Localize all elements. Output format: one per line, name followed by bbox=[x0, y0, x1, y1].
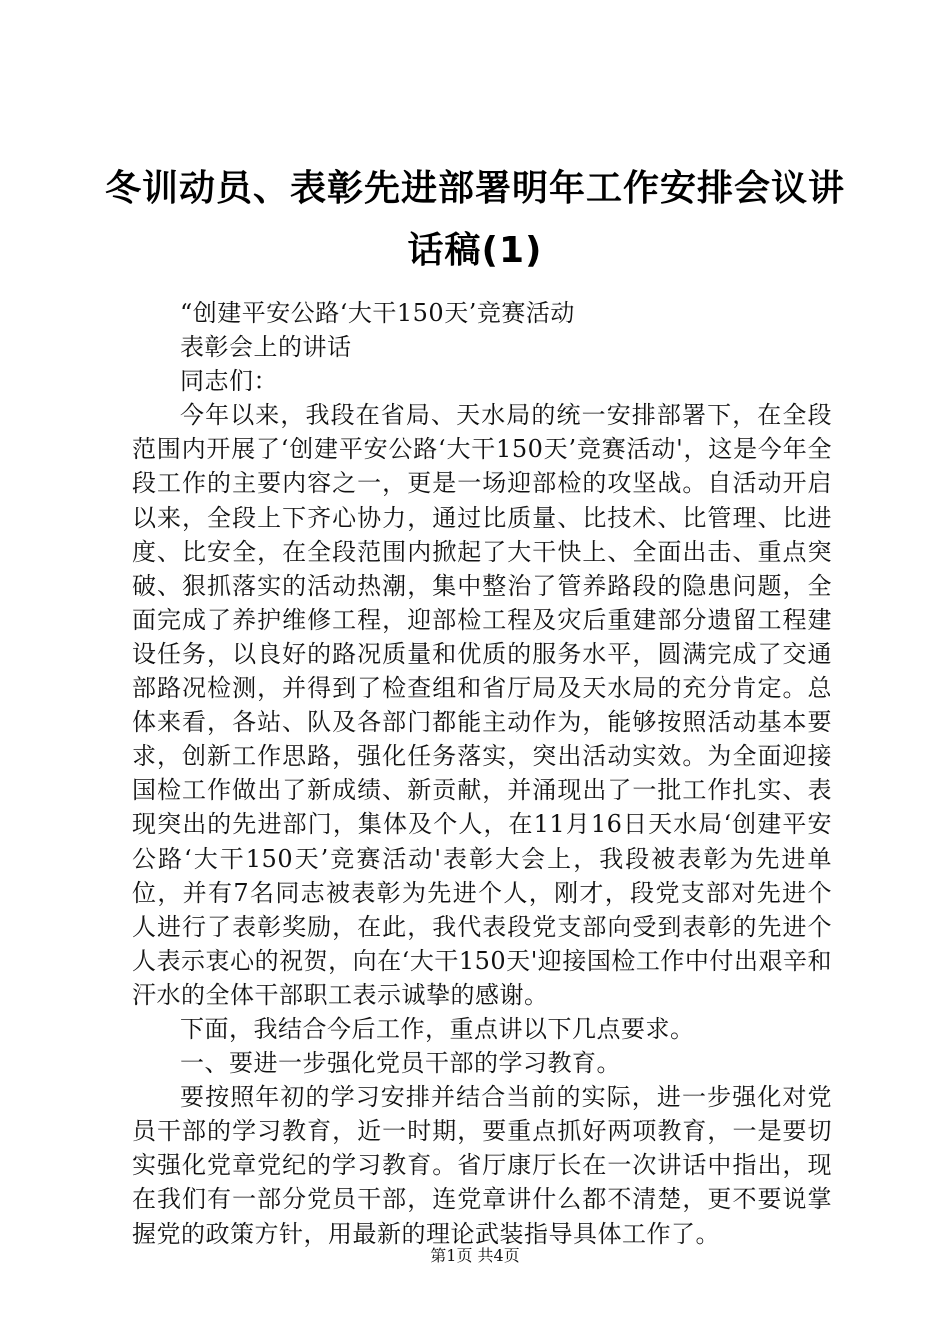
document-title-line1: 冬训动员、表彰先进部署明年工作安排会议讲 bbox=[104, 168, 845, 209]
paragraph-body: 要按照年初的学习安排并结合当前的实际，进一步强化对党员干部的学习教育，近一时期，要重点抓好两项教育，一是要切实强化党章党纪的学习教育。省厅康厅长在一次讲话中指出，现在我们有一部分党员干部，连党章讲什么都不清楚，更不要说掌握党的政策方针，用最新的理论武装指导具体工作了。 bbox=[132, 1083, 832, 1248]
paragraph-subtitle-2: 表彰会上的讲话 bbox=[180, 333, 352, 362]
paragraph-body: 下面，我结合今后工作，重点讲以下几点要求。 bbox=[180, 1014, 695, 1043]
paragraph-body: 今年以来，我段在省局、天水局的统一安排部署下，在全段范围内开展了‘创建平安公路‘大干150天’竞赛活动'，这是今年全段工作的主要内容之一，更是一场迎部检的攻坚战。自活动开启以来，全段上下齐心协力，通过比质量、比技术、比管理、比进度、比安全，在全段范围内掀起了大干快上、全面出击、重点突破、狠抓落实的活动热潮，集中整治了管养路段的隐患问题，全面完成了养护维修工程，迎部检工程及灾后重建部分遗留工程建设任务，以良好的路况质量和优质的服务水平，圆满完成了交通部路况检测，并得到了检查组和省厅局及天水局的充分肯定。总体来看，各站、队及各部门都能主动作为，能够按照活动基本要求，创新工作思路，强化任务落实，突出活动实效。为全面迎接国检工作做出了新成绩、新贡献，并涌现出了一批工作扎实、表现突出的先进部门，集体及个人，在11月16日天水局‘创建平安公路‘大干150天’竞赛活动'表彰大会上，我段被表彰为先进单位，并有7名同志被表彰为先进个人，刚才，段党支部对先进个人进行了表彰奖励，在此，我代表段党支部向受到表彰的先进个人表示衷心的祝贺，向在‘大干150天'迎接国检工作中付出艰辛和汗水的全体干部职工表示诚挚的感谢。 bbox=[132, 401, 832, 1009]
document-title-line2: 话稿(1) bbox=[407, 230, 543, 271]
paragraph-subtitle-1: “创建平安公路‘大干150天’竞赛活动 bbox=[180, 299, 575, 327]
page-number-footer: 第1页 共4页 bbox=[430, 1246, 520, 1265]
paragraph-heading-1: 一、要进一步强化党员干部的学习教育。 bbox=[180, 1049, 621, 1078]
paragraph-salutation: 同志们： bbox=[180, 367, 278, 396]
document-body bbox=[132, 296, 832, 1251]
